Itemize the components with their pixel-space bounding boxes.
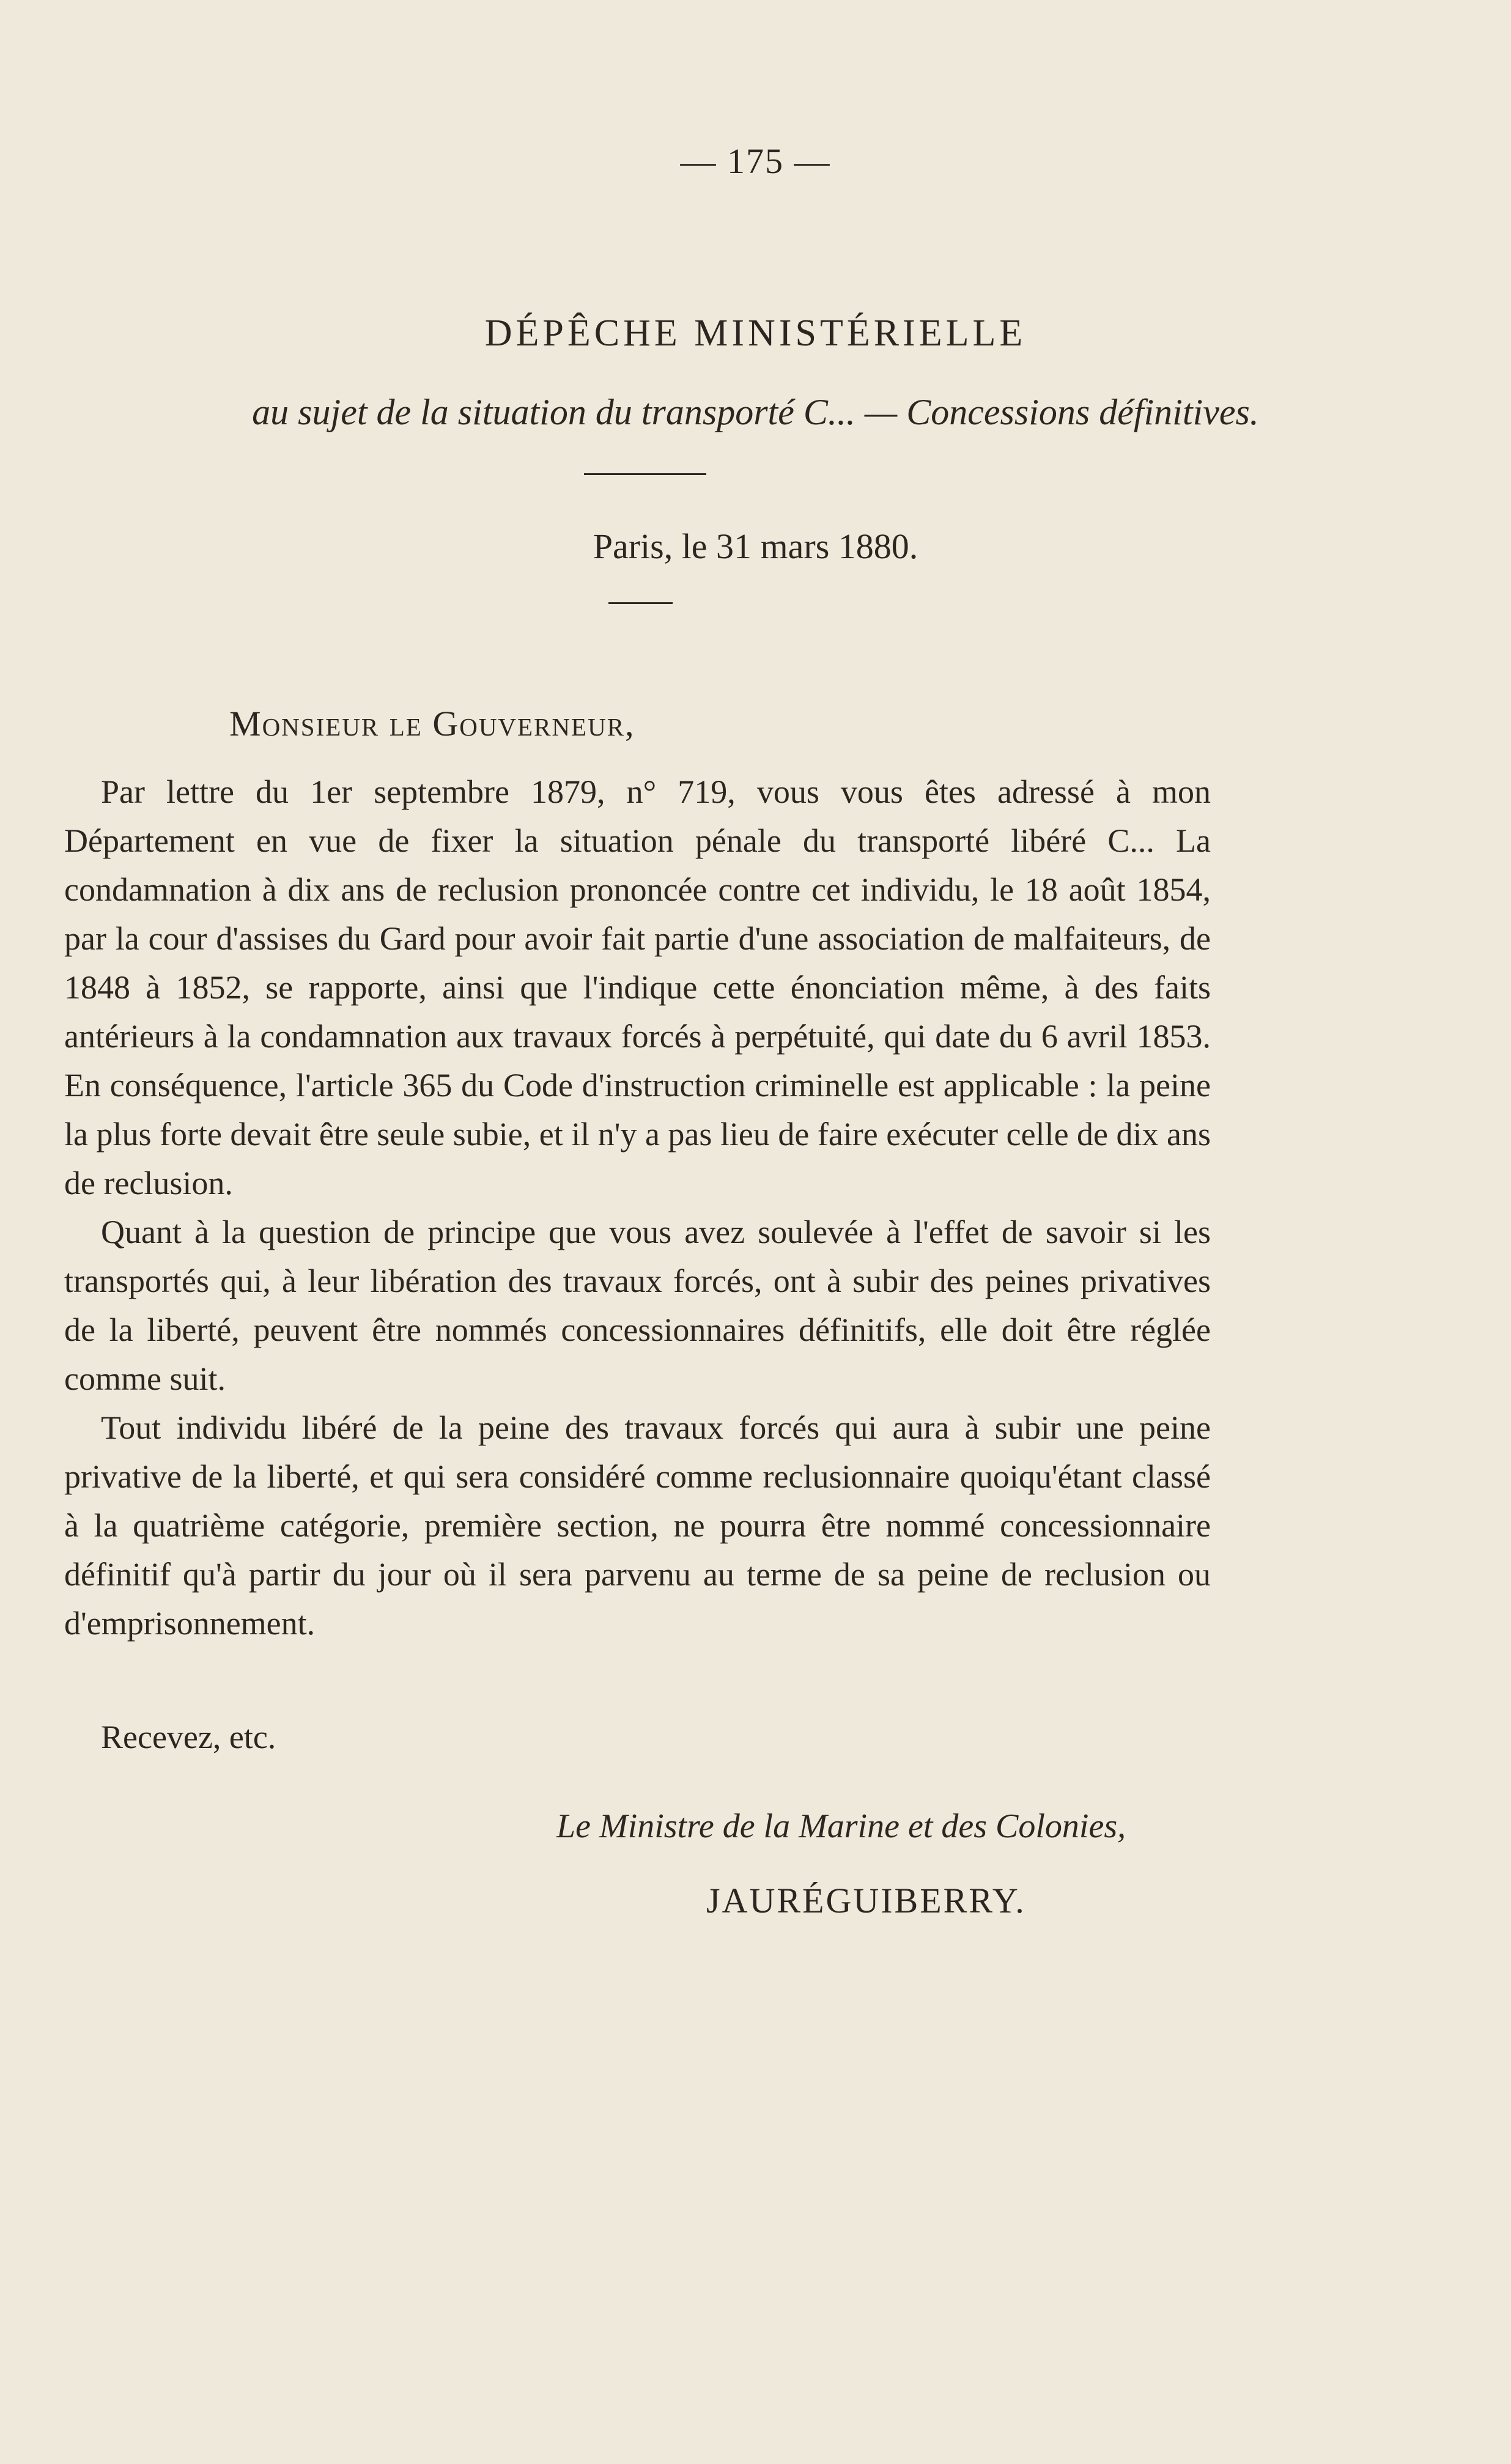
- body-paragraph: Tout individu libéré de la peine des travaux forcés qui aura à subir une peine privative de la liberté, et qui sera considéré comme reclusionnaire quoiqu'étant classé à la quatrième catégorie, première section, ne pourra être nommé concessionnaire définitif qu'à partir du jour où il sera parvenu au terme de sa peine de reclusion ou d'emprisonnement.: [64, 1409, 1211, 1642]
- dateline: Paris, le 31 mars 1880.: [593, 526, 918, 566]
- separator-rule: [584, 473, 706, 475]
- signature-name: JAURÉGUIBERRY.: [706, 1881, 1026, 1920]
- letter-body: [64, 767, 1211, 1648]
- separator-rule: [608, 602, 673, 604]
- salutation: Monsieur le Gouverneur,: [229, 704, 635, 743]
- signature-title: Le Ministre de la Marine et des Colonies,: [556, 1807, 1126, 1845]
- document-title: DÉPÊCHE MINISTÉRIELLE: [484, 312, 1027, 354]
- closing-formula: Recevez, etc.: [101, 1719, 276, 1755]
- page-number: — 175 —: [680, 141, 831, 181]
- document-subtitle: au sujet de la situation du transporté C... — Concessions définitives.: [252, 392, 1259, 432]
- body-paragraph: Par lettre du 1er septembre 1879, n° 719, vous vous êtes adressé à mon Département en vue de fixer la situation pénale du transporté libéré C... La condamnation à dix ans de reclusion prononcée contre cet individu, le 18 août 1854, par la cour d'assises du Gard pour avoir fait partie d'une association de malfaiteurs, de 1848 à 1852, se rapporte, ainsi que l'indique cette énonciation même, à des faits antérieurs à la condamnation aux travaux forcés à perpétuité, qui date du 6 avril 1853. En conséquence, l'article 365 du Code d'instruction criminelle est applicable : la peine la plus forte devait être seule subie, et il n'y a pas lieu de faire exécuter celle de dix ans de reclusion.: [64, 773, 1211, 1201]
- body-paragraph: Quant à la question de principe que vous avez soulevée à l'effet de savoir si les transportés qui, à leur libération des travaux forcés, ont à subir des peines privatives de la liberté, peuvent être nommés concessionnaires définitifs, elle doit être réglée comme suit.: [64, 1214, 1211, 1397]
